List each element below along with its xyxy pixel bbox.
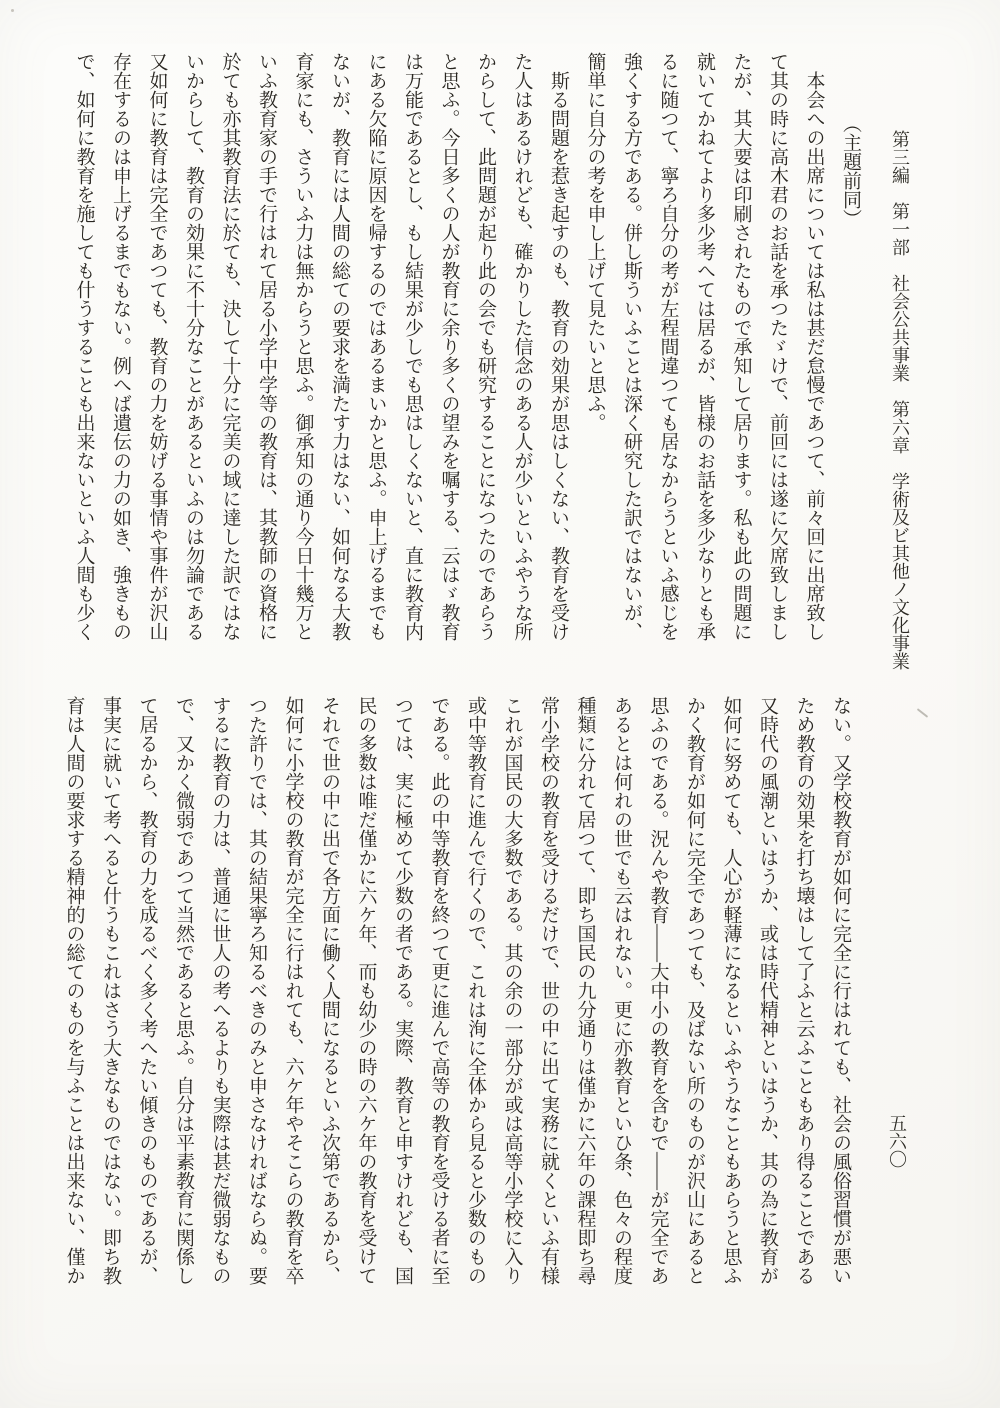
text-column: つた許りでは、其の結果寧ろ知るべきのみと申さなければならぬ。要 — [246, 696, 267, 1285]
text-column: 就いてかねてより多少考へては居るが、皆様のお話を多少なりとも承 — [694, 52, 715, 641]
text-column: 存在するのは申上げるまでもない。例へば遺伝の力の如き、強きもの — [110, 52, 131, 641]
running-head: 第三編 第一部 社会公共事業 第六章 学術及ビ其他ノ文化事業 — [890, 130, 910, 670]
text-column: 斯る問題を惹き起すのも、教育の効果が思はしくない、教育を受け — [548, 52, 569, 641]
pencil-mark — [917, 708, 928, 718]
text-column: 本会への出席については私は甚だ怠慢であつて、前々回に出席致し — [803, 52, 825, 641]
page-number: 五六〇 — [887, 1114, 907, 1168]
text-column: ないが、教育には人間の総ての要求を満たす力はない、如何なる大教 — [329, 52, 350, 641]
text-column: たが、其大要は印刷されたもので承知して居ります。私も此の問題に — [730, 52, 752, 641]
text-column: 強くする方である。併し斯ういふことは深く研究した訳ではないが、 — [621, 52, 642, 641]
text-column: るに随つて、寧ろ自分の考が左程間違つても居なからうといふ感じを — [657, 52, 679, 641]
text-column: と思ふ。今日多くの人が教育に余り多くの望みを嘱する、云はゞ教育 — [438, 52, 460, 641]
text-column: 育は人間の要求する精神的の総てのものを与ふことは出来ない、僅か — [63, 696, 85, 1285]
text-column: 民の多数は唯だ僅かに六ケ年、而も幼少の時の六ケ年の教育を受けて — [355, 696, 377, 1285]
text-column: 常小学校の教育を受けるだけで、世の中に出て実務に就くといふ有様 — [538, 696, 559, 1285]
scan-speck — [11, 9, 14, 12]
text-column: ない。又学校教育が如何に完全に行はれても、社会の風俗習慣が悪い — [830, 696, 851, 1285]
text-column: で、如何に教育を施しても什うすることも出来ないといふ人間も少く — [73, 52, 95, 641]
text-block-top — [65, 52, 868, 652]
text-column: 種類に分れて居つて、即ち国民の九分通りは僅かに六年の課程即ち尋 — [574, 696, 596, 1285]
text-column: 思ふのである。況んや教育――大中小の教育を含むで――が完全であ — [647, 696, 669, 1285]
text-column: 簡単に自分の考を申し上げて見たいと思ふ。 — [584, 52, 606, 432]
text-column: 如何に努めても、人心が軽薄になるといふやうなこともあらうと思ふ — [720, 696, 742, 1285]
text-column: するに教育の力は、普通に世人の考へるよりも実際は甚だ微弱なもの — [209, 696, 231, 1285]
text-column: 如何に小学校の教育が完全に行はれても、六ケ年やそこらの教育を卒 — [282, 696, 304, 1285]
text-column: にある欠陥に原因を帰するのではあるまいかと思ふ。申上げるまでも — [365, 52, 387, 641]
text-column: 事実に就いて考へると什うもこれはさう大きなものではない。即ち教 — [100, 696, 121, 1285]
text-column: 於ても亦其教育法に於ても、決して十分に完美の域に達した訳ではな — [219, 52, 241, 641]
text-column: て居るから、教育の力を成るべく多く考へたい傾きのものであるが、 — [136, 696, 158, 1285]
text-column: ため教育の効果を打ち壊はして了ふと云ふこともあり得ることである — [793, 696, 815, 1285]
section-heading: （主題前同） — [840, 114, 861, 228]
text-column: は万能であるとし、もし結果が少しでも思はしくないと、直に教育内 — [402, 52, 423, 641]
text-column: 育家にも、さういふ力は無からうと思ふ。御承知の通り今日十幾万と — [292, 52, 314, 641]
text-column: かく教育が如何に完全であつても、及ばない所のものが沢山にあると — [684, 696, 705, 1285]
text-block-bottom — [55, 696, 858, 1296]
text-column: て其の時に高木君のお話を承つたゞけで、前回には遂に欠席致しまし — [767, 52, 788, 641]
text-column: からして、此問題が起り此の会でも研究することになつたのであらう — [475, 52, 496, 641]
text-column: で、又かく微弱であつて当然であると思ふ。自分は平素教育に関係し — [173, 696, 194, 1285]
text-column: それで世の中に出で各方面に働く人間になるといふ次第であるから、 — [319, 696, 340, 1285]
text-column: いからして、教育の効果に不十分なことがあるといふのは勿論である — [183, 52, 204, 641]
text-column: あるとは何れの世でも云はれない。更に亦教育といひ条、色々の程度 — [611, 696, 632, 1285]
text-column: つては、実に極めて少数の者である。実際、教育と申すけれども、国 — [392, 696, 413, 1285]
text-column: いふ教育家の手で行はれて居る小学中学等の教育は、其教師の資格に — [256, 52, 277, 641]
text-column: た人はあるけれども、確かりした信念のある人が少いといふやうな所 — [511, 52, 533, 641]
text-column: 又如何に教育は完全であつても、教育の力を妨げる事情や事件が沢山 — [146, 52, 168, 641]
text-column: これが国民の大多数である。其の余の一部分が或は高等小学校に入り — [501, 696, 523, 1285]
text-column: である。此の中等教育を終つて更に進んで高等の教育を受ける者に至 — [428, 696, 450, 1285]
text-column: 或中等教育に進んで行くので、これは洵に全体から見ると少数のもの — [465, 696, 486, 1285]
text-column: 又時代の風潮といはうか、或は時代精神といはうか、其の為に教育が — [757, 696, 778, 1285]
